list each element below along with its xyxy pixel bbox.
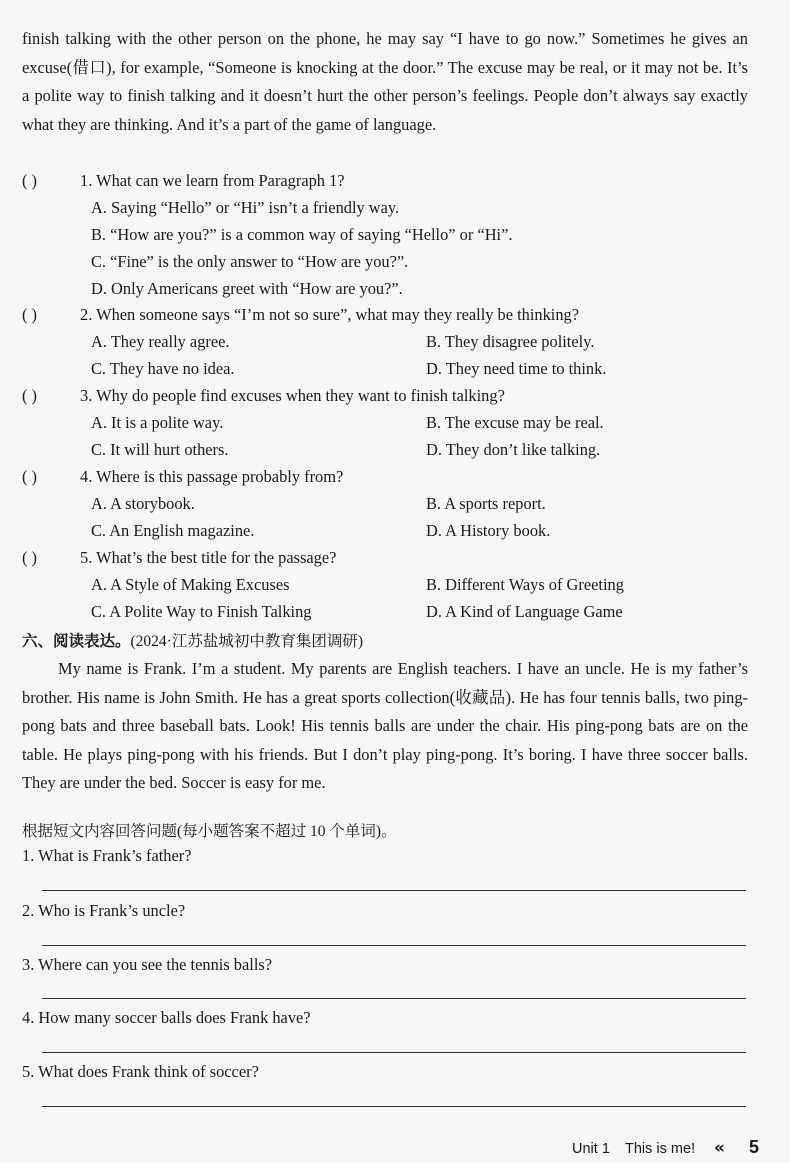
page-number: 5 (749, 1137, 760, 1157)
section-source: (2024·江苏盐城初中教育集团调研) (130, 633, 364, 650)
question-stem: 5. What’s the best title for the passage? (80, 548, 337, 567)
answer-blank[interactable]: ( ) (22, 171, 38, 190)
answer-blank[interactable]: ( ) (22, 467, 38, 486)
footer-title: This is me! (625, 1141, 696, 1157)
short-question-3: 3. Where can you see the tennis balls? (22, 955, 273, 974)
answer-blank[interactable]: ( ) (22, 305, 38, 324)
option-a: A. Saying “Hello” or “Hi” isn’t a friendly way. (91, 198, 400, 217)
option-d: D. A History book. (426, 521, 551, 540)
question-stem: 3. Why do people find excuses when they want to finish talking? (80, 386, 505, 405)
chevron-left-icon: « (714, 1138, 725, 1158)
answer-blank[interactable]: ( ) (22, 386, 38, 405)
reading-passage: My name is Frank. I’m a student. My parents are English teachers. I have an uncle. He is my father’s brother. His name is John Smith. He has a great sports collection(收藏品). He has four tennis balls, two ping-pong bats and three baseball bats. Look! His tennis balls are under the chair. His ping-pong bats are on the table. He plays ping-pong with his friends. But I don’t play ping-pong. It’s boring. I have three soccer balls. They are under the bed. Soccer is easy for me. (22, 659, 748, 793)
answer-line-5[interactable] (42, 1106, 746, 1107)
answer-line-1[interactable] (42, 890, 746, 891)
option-b: B. Different Ways of Greeting (426, 575, 624, 594)
section-title: 六、阅读表达。 (22, 632, 131, 650)
option-b: B. The excuse may be real. (426, 413, 604, 432)
instruction-text: 根据短文内容回答问题(每小题答案不超过 10 个单词)。 (22, 823, 397, 840)
question-stem: 1. What can we learn from Paragraph 1? (80, 171, 345, 190)
short-question-5: 5. What does Frank think of soccer? (22, 1062, 259, 1081)
option-b: B. A sports report. (426, 494, 546, 513)
answer-line-2[interactable] (42, 945, 746, 946)
short-question-1: 1. What is Frank’s father? (22, 846, 192, 865)
option-d: D. They need time to think. (426, 359, 607, 378)
footer-unit: Unit 1 (572, 1141, 610, 1157)
option-a: A. They really agree. (91, 332, 230, 351)
option-d: D. They don’t like talking. (426, 440, 601, 459)
option-c: C. An English magazine. (91, 521, 255, 540)
option-c: C. “Fine” is the only answer to “How are you?”. (91, 252, 409, 271)
answer-line-3[interactable] (42, 998, 746, 999)
option-a: A. It is a polite way. (91, 413, 224, 432)
answer-line-4[interactable] (42, 1052, 746, 1053)
short-question-2: 2. Who is Frank’s uncle? (22, 901, 186, 920)
option-c: C. A Polite Way to Finish Talking (91, 602, 312, 621)
option-a: A. A storybook. (91, 494, 195, 513)
short-question-4: 4. How many soccer balls does Frank have? (22, 1008, 311, 1027)
option-d: D. A Kind of Language Game (426, 602, 623, 621)
option-b: B. They disagree politely. (426, 332, 595, 351)
answer-blank[interactable]: ( ) (22, 548, 38, 567)
option-c: C. They have no idea. (91, 359, 235, 378)
option-d: D. Only Americans greet with “How are you?”. (91, 279, 403, 298)
option-c: C. It will hurt others. (91, 440, 229, 459)
option-a: A. A Style of Making Excuses (91, 575, 290, 594)
option-b: B. “How are you?” is a common way of saying “Hello” or “Hi”. (91, 225, 513, 244)
section-heading (22, 629, 363, 651)
passage-text: finish talking with the other person on the phone, he may say “I have to go now.” Sometimes he gives an excuse(借口), for example, “Someone is knocking at the door.” The excuse may be real, or it may not be. It’s a polite way to finish talking and it doesn’t hurt the other person’s feelings. People don’t always say exactly what they are thinking. And it’s a part of the game of language. (22, 29, 748, 134)
question-stem: 2. When someone says “I’m not so sure”, what may they really be thinking? (80, 305, 580, 324)
question-stem: 4. Where is this passage probably from? (80, 467, 344, 486)
